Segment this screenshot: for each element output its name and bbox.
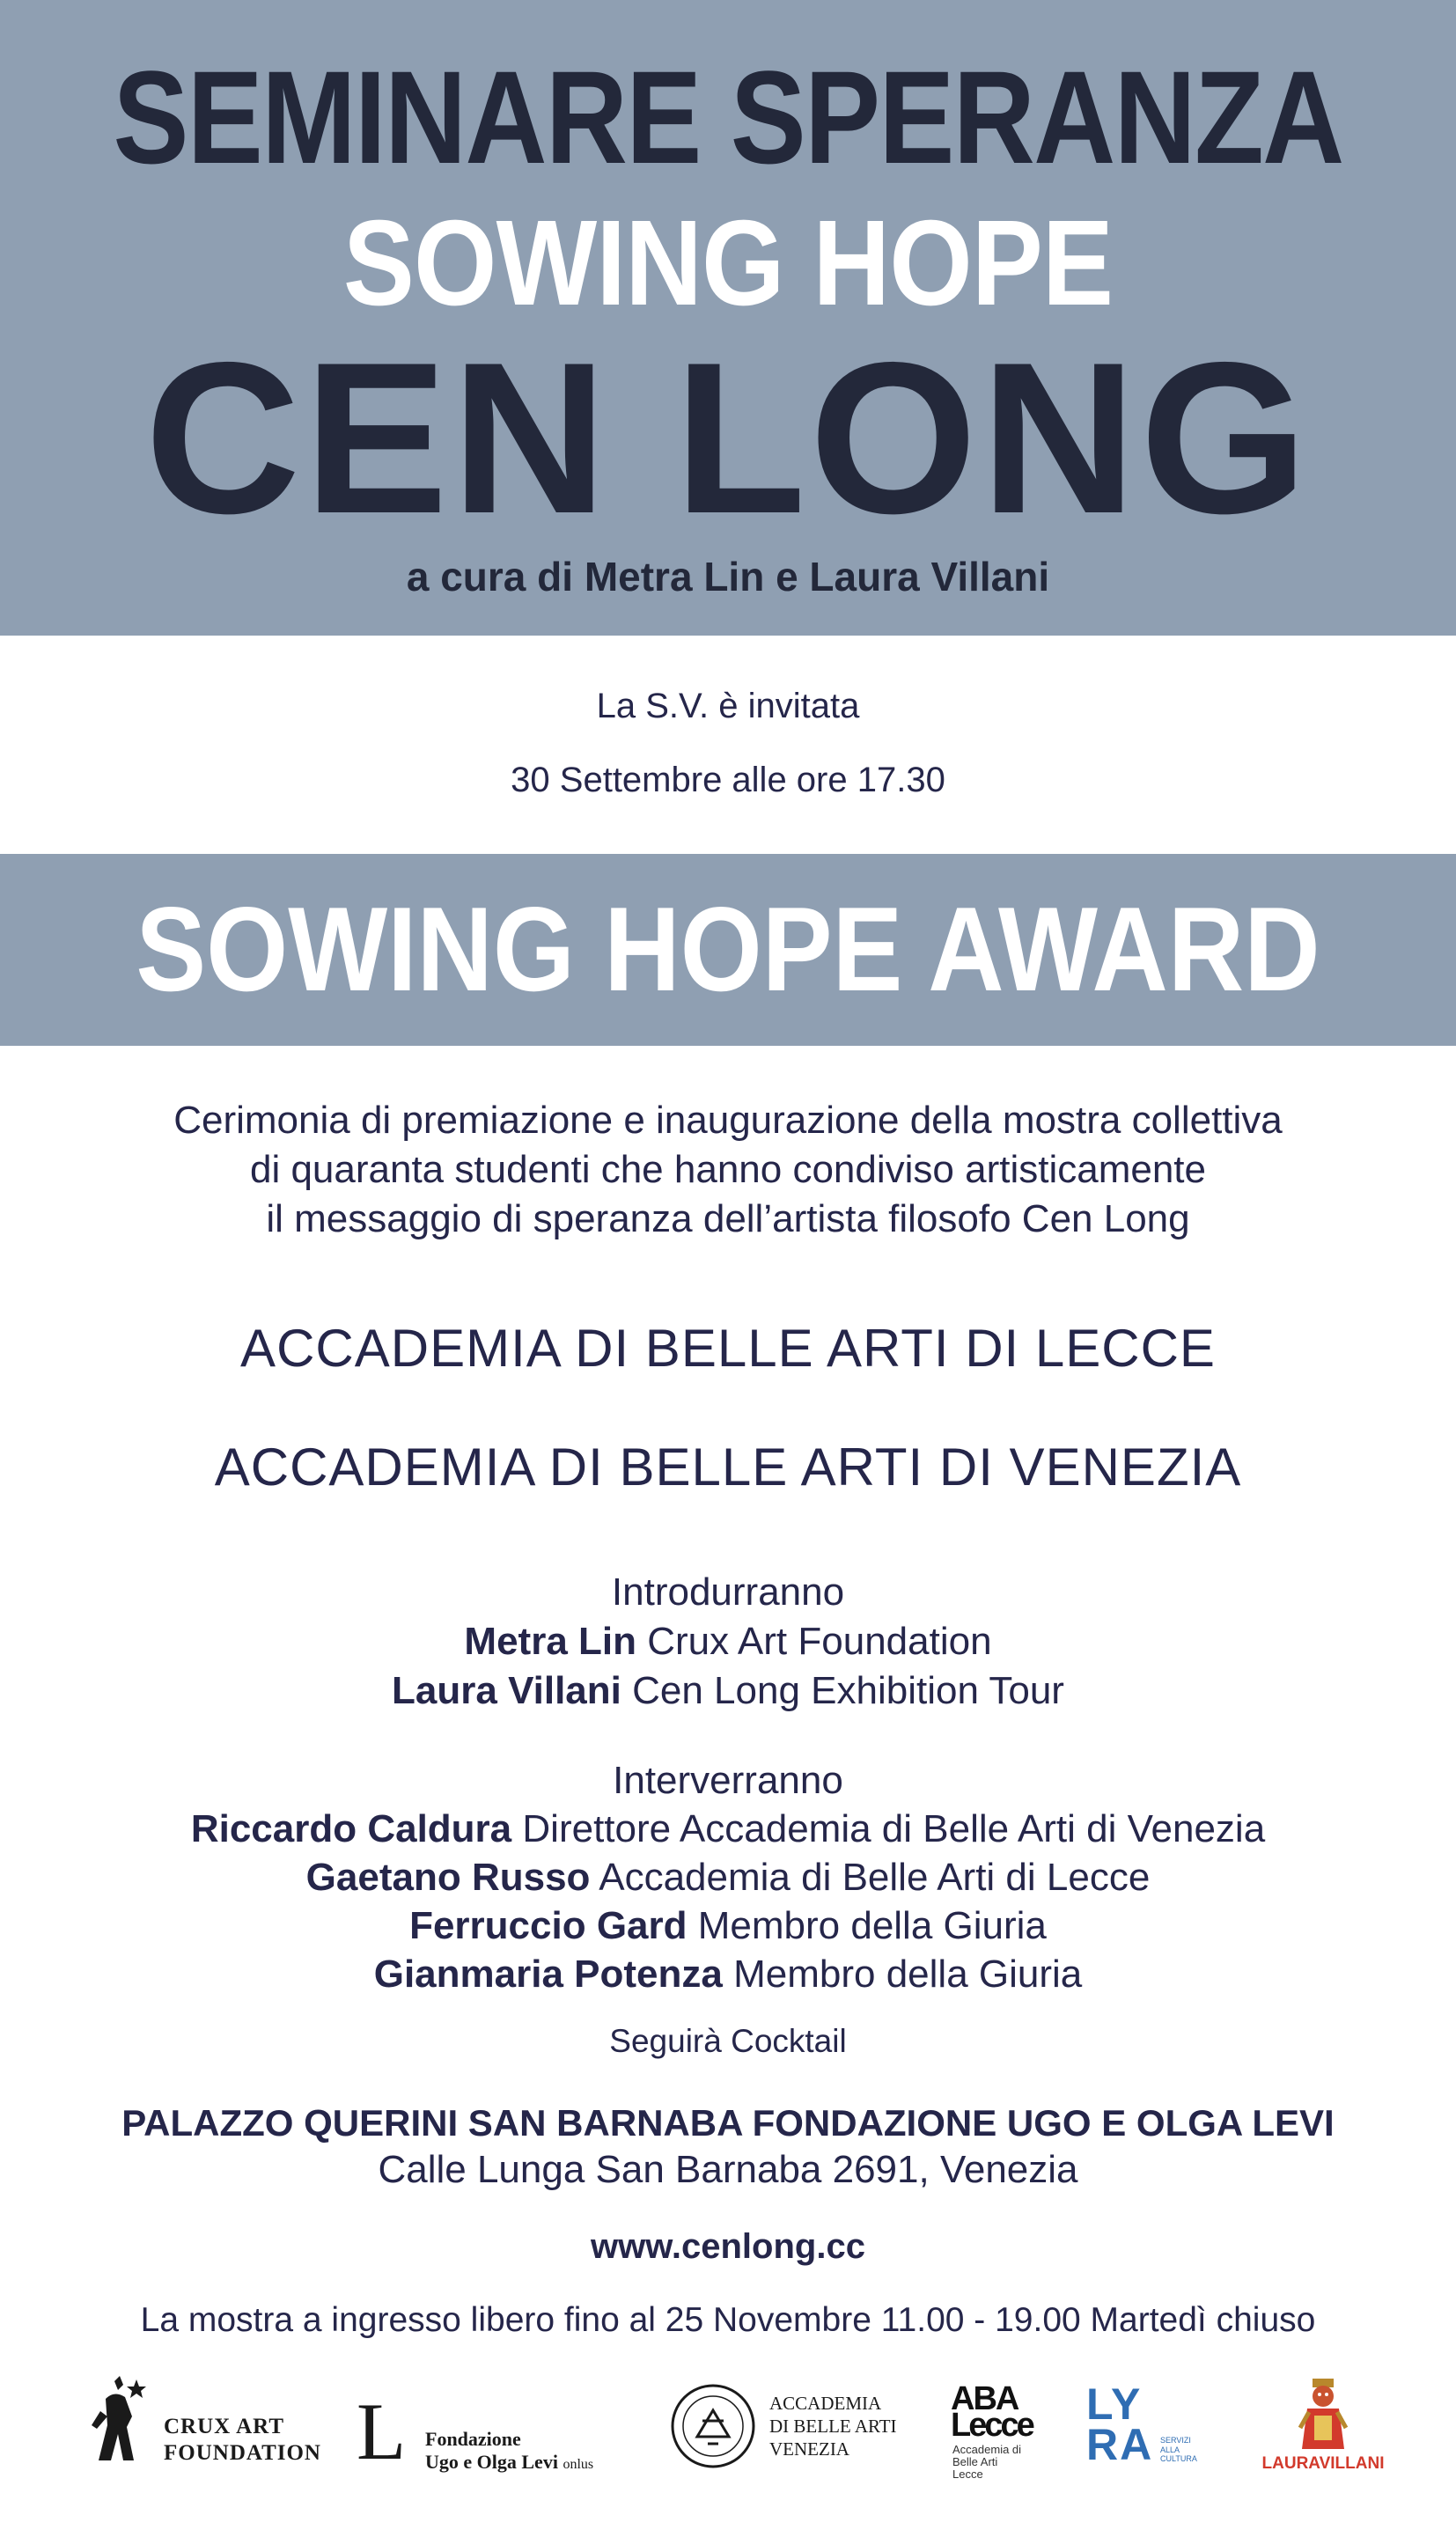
accademia-seal-icon (669, 2382, 757, 2470)
crux-art-foundation-logo (88, 2372, 321, 2469)
lyra-top: LY (1086, 2379, 1143, 2429)
crux-line-1: CRUX ART (164, 2415, 284, 2438)
lecce-sub-2: Belle Arti (952, 2455, 998, 2468)
levi-line-2 (425, 2451, 593, 2474)
aba-line-1: ACCADEMIA (769, 2393, 882, 2414)
lyra-note-2: ALLA CULTURA (1160, 2445, 1197, 2463)
title-english: SOWING HOPE (342, 195, 1114, 331)
aba-lecce-logo (951, 2382, 1048, 2479)
award-title: SOWING HOPE AWARD (136, 882, 1320, 1016)
doll-figure-icon (1297, 2377, 1349, 2451)
artist-name: CEN LONG (144, 317, 1312, 558)
introduction-heading: Introdurranno (611, 1570, 845, 1614)
speaker-name: Metra Lin (464, 1620, 636, 1663)
speaker-role: Crux Art Foundation (647, 1620, 992, 1663)
levi-suffix: onlus (563, 2457, 594, 2472)
levi-name: Ugo e Olga Levi (425, 2451, 558, 2473)
speaker-name: Gianmaria Potenza (373, 1953, 723, 1996)
lyra-logo (1086, 2379, 1197, 2479)
speaker-role: Accademia di Belle Arti di Lecce (599, 1856, 1151, 1899)
speaker-role: Membro della Giuria (733, 1953, 1083, 1996)
speaker-name: Laura Villani (392, 1669, 621, 1712)
intervention-speaker (0, 1953, 1456, 1997)
aba-line-2: DI BELLE ARTI (769, 2416, 897, 2437)
description-line-2: di quaranta studenti che hanno condiviso artisticamente (249, 1148, 1206, 1191)
villani-name: LAURAVILLANI (1261, 2454, 1385, 2473)
speaker-name: Gaetano Russo (305, 1856, 591, 1899)
lecce-sub-1: Accademia di (952, 2443, 1022, 2456)
crux-figure-icon (88, 2372, 158, 2469)
speaker-role: Cen Long Exhibition Tour (632, 1669, 1064, 1712)
accademia-venezia-logo (669, 2382, 933, 2470)
venue-address: Calle Lunga San Barnaba 2691, Venezia (378, 2148, 1078, 2191)
website-link[interactable]: www.cenlong.cc (591, 2227, 865, 2266)
speaker-role: Direttore Accademia di Belle Arti di Venezia (522, 1807, 1266, 1850)
levi-letter: L (357, 2387, 407, 2476)
intro-speaker (0, 1669, 1456, 1713)
aba-line-3: VENEZIA (769, 2438, 849, 2460)
interventions-heading: Interverranno (613, 1759, 843, 1802)
speaker-role: Membro della Giuria (697, 1904, 1047, 1947)
intervention-speaker (0, 1856, 1456, 1900)
laura-villani-logo (1257, 2377, 1389, 2482)
speaker-name: Ferruccio Gard (409, 1904, 688, 1947)
intervention-speaker (0, 1807, 1456, 1851)
speaker-name: Riccardo Caldura (190, 1807, 512, 1850)
lecce-mid: Lecce (951, 2407, 1033, 2444)
venue-name: PALAZZO QUERINI SAN BARNABA FONDAZIONE UGO E OLGA LEVI (121, 2102, 1335, 2144)
intro-speaker (0, 1620, 1456, 1664)
invitation-date: 30 Settembre alle ore 17.30 (511, 761, 945, 799)
lecce-top: ABA (951, 2380, 1018, 2417)
fondazione-levi-logo (357, 2387, 638, 2476)
academy-venezia: ACCADEMIA DI BELLE ARTI DI VENEZIA (214, 1438, 1242, 1497)
opening-hours: La mostra a ingresso libero fino al 25 Novembre 11.00 - 19.00 Martedì chiuso (140, 2301, 1316, 2339)
description-line-1: Cerimonia di premiazione e inaugurazione della mostra collettiva (173, 1099, 1283, 1142)
intervention-speaker (0, 1904, 1456, 1948)
title-italian: SEMINARE SPERANZA (113, 43, 1343, 191)
lyra-bottom: RA (1086, 2420, 1154, 2469)
cocktail-note: Seguirà Cocktail (609, 2023, 847, 2059)
academy-lecce: ACCADEMIA DI BELLE ARTI DI LECCE (240, 1319, 1216, 1378)
invitation-line: La S.V. è invitata (596, 687, 860, 725)
levi-line-1: Fondazione (425, 2428, 521, 2450)
description-line-3: il messaggio di speranza dell’artista filosofo Cen Long (266, 1197, 1190, 1240)
lyra-note-1: SERVIZI (1160, 2436, 1191, 2445)
curators: a cura di Metra Lin e Laura Villani (406, 554, 1050, 599)
crux-line-2: FOUNDATION (164, 2441, 321, 2465)
lecce-sub-3: Lecce (952, 2467, 983, 2481)
